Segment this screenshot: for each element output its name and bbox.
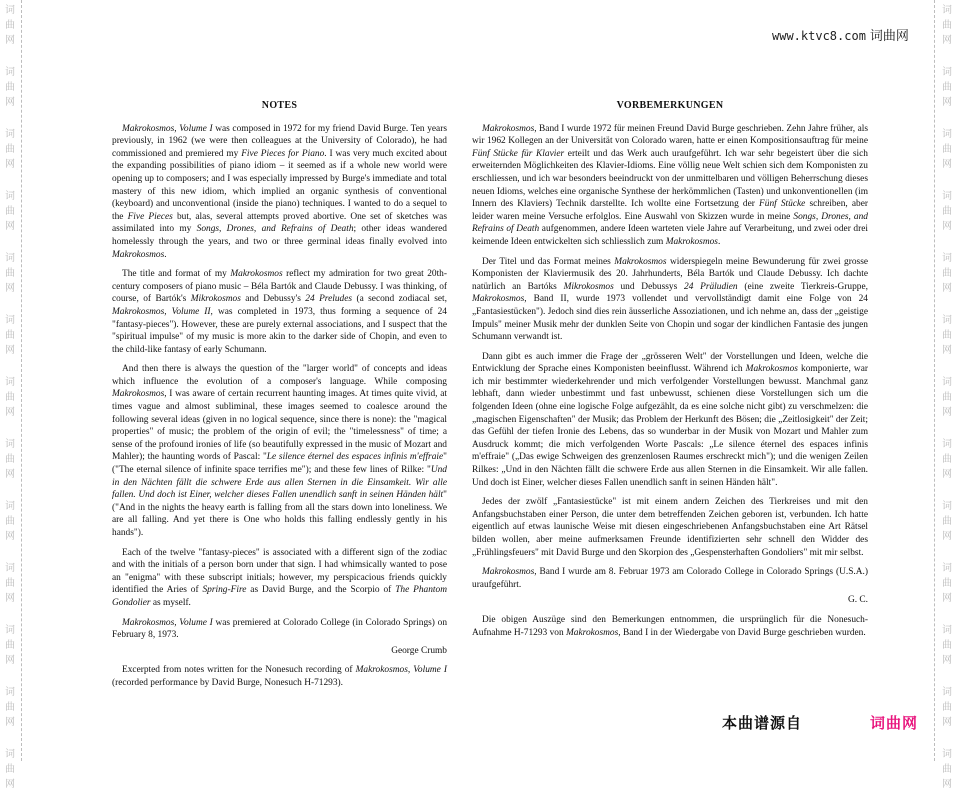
watermark-char: 词 (5, 439, 15, 450)
watermark-char: 网 (5, 97, 15, 108)
watermark-char: 词 (5, 129, 15, 140)
german-paragraph-2: Der Titel und das Format meines Makrokosmos widerspiegeln meine Bewunderung für zwei grosse Komponisten der Klaviermusik des 20. Jahrhunderts, Béla Bartók und Claude Debussy. Ich dachte natürlich an Bartóks Mikrokosmos und Debussys 24 Präludien (eine zweite Tierkreis-Gruppe, Makrokosmos, Band II, wurde 1973 vollendet und vervollständigt damit eine Folge von 24 „Fantasiestücken"). Jedoch sind dies rein äusserliche Assoziationen, und ich nehme an, dass der „geistige Impuls" meiner Musik mehr der dunklen Seite von Chopin und sogar der kindlichen Fantasie des jungen Schumann verwandt ist. (472, 256, 868, 343)
english-paragraph-2: The title and format of my Makrokosmos reflect my admiration for two great 20th-century composers of piano music – Béla Bartók and Claude Debussy. I was thinking, of course, of Bartók's Mikrokosmos and Debussy's 24 Preludes (a second zodiacal set, Makrokosmos, Volume II, was completed in 1973, thus forming a sequence of 24 "fantasy-pieces"). However, these are purely external associations, and I suspect that the "spiritual impulse" of my music is more akin to the darker side of Chopin, and even to the child-like fantasy of early Schumann. (112, 269, 447, 355)
watermark-char-group (939, 437, 955, 482)
watermark-char: 网 (942, 593, 952, 604)
german-paragraph-1: Makrokosmos, Band I wurde 1972 für meinen Freund David Burge geschrieben. Zehn Jahre früher, als wir 1962 Kollegen an der Universität von Colorado waren, hatte er einen Kompositionsauftrag für meine Fünf Stücke für Klavier erteilt und das Werk auch uraufgeführt. Ich war sehr begeistert über die sich erweiternden Möglichkeiten des Klavier-Idioms. Eine völlig neue Welt schien sich dem Komponisten zu erschliessen, und ich war besonders beeindruckt von der unmittelbaren und völligen Beherrschung dieses neuen Idioms, welches eine organische Synthese der herkömmlichen (Tasten) und unkonventionellen (im Innern des Klaviers) Technik darstellte. Ich wollte eine Fortsetzung der Fünf Stücke schreiben, aber leider waren meine Versuche erfolglos. Eine Auswahl von Skizzen wurde in meine Songs, Drones, and Refrains of Death aufgenommen, andere Ideen warteten viele Jahre auf Verarbeitung, und zwei oder drei keimende Ideen entwickelten sich schliesslich zum Makrokosmos. (472, 123, 869, 247)
watermark-char: 网 (942, 779, 952, 790)
watermark-char: 词 (942, 501, 952, 512)
site-url-watermark (772, 25, 909, 44)
watermark-char-group (939, 313, 955, 358)
watermark-char: 曲 (5, 82, 15, 93)
watermark-char: 网 (5, 531, 15, 542)
watermark-char: 词 (5, 5, 15, 16)
footer-source-label: 本曲谱源自 (722, 714, 803, 732)
watermark-char: 网 (942, 407, 952, 418)
watermark-char: 曲 (942, 392, 952, 403)
watermark-char: 词 (5, 253, 15, 264)
german-paragraph-6: Die obigen Auszüge sind den Bemerkungen entnommen, die ursprünglich für die Nonesuch-Aufnahme H-71293 von Makrokosmos, Band I in der Wiedergabe von David Burge geschrieben wurden. (472, 614, 868, 638)
english-paragraph-1: Makrokosmos, Volume I was composed in 1972 for my friend David Burge. Ten years previously, in 1962 (we were then colleagues at the University of Colorado), he had commissioned and premiered my Five Pieces for Piano. I was very much excited about the expanding possibilities of piano idiom – it seemed as if a whole new world were opening up to composers; and I was especially impressed by Burge's immediate and total mastery of this new idiom, which implied an organic synthesis of conventional (keyboard) and unconventional (inside the piano) techniques. I wanted to do a sequel to the Five Pieces but, alas, several attempts proved abortive. One set of sketches was assimilated into my Songs, Drones, and Refrains of Death; other ideas wandered homelessly through the years, and two or three germinal ideas finally evolved into Makrokosmos. (112, 123, 447, 260)
watermark-char-group (2, 747, 18, 792)
watermark-char: 曲 (5, 20, 15, 31)
watermark-char-group (2, 375, 18, 420)
watermark-char-group (939, 375, 955, 420)
watermark-char-group (2, 623, 18, 668)
watermark-char-group (939, 623, 955, 668)
watermark-char: 曲 (5, 640, 15, 651)
german-notes-column (472, 100, 868, 646)
watermark-char: 曲 (5, 578, 15, 589)
watermark-char-group (2, 561, 18, 606)
watermark-char: 网 (942, 655, 952, 666)
watermark-char: 网 (942, 283, 952, 294)
watermark-char: 词 (942, 5, 952, 16)
watermark-char-group (939, 685, 955, 730)
watermark-char-group (2, 685, 18, 730)
watermark-char: 词 (5, 501, 15, 512)
watermark-char: 曲 (942, 578, 952, 589)
watermark-char-group (939, 251, 955, 296)
watermark-char: 曲 (5, 330, 15, 341)
watermark-char: 曲 (942, 454, 952, 465)
watermark-char: 词 (942, 315, 952, 326)
english-notes-column (112, 100, 447, 697)
watermark-char-group (939, 499, 955, 544)
watermark-char-group (939, 747, 955, 792)
german-signature: G. C. (847, 595, 868, 606)
watermark-char: 词 (942, 563, 952, 574)
site-name: 词曲网 (869, 29, 909, 44)
watermark-char: 网 (5, 221, 15, 232)
watermark-char: 曲 (5, 392, 15, 403)
watermark-char: 曲 (942, 764, 952, 775)
watermark-char: 曲 (942, 206, 952, 217)
watermark-char: 曲 (942, 144, 952, 155)
watermark-char: 词 (5, 563, 15, 574)
watermark-char: 曲 (942, 330, 952, 341)
watermark-char: 词 (942, 687, 952, 698)
watermark-char: 网 (5, 655, 15, 666)
watermark-char-group (939, 3, 955, 48)
watermark-char: 词 (942, 191, 952, 202)
watermark-char: 词 (942, 253, 952, 264)
site-url: www.ktvc8.com (772, 29, 866, 43)
watermark-char-group (939, 189, 955, 234)
english-title: NOTES (261, 100, 298, 111)
watermark-char-group (2, 3, 18, 48)
watermark-char: 曲 (5, 206, 15, 217)
watermark-char-group (2, 189, 18, 234)
german-paragraph-3: Dann gibt es auch immer die Frage der „grösseren Welt" der Vorstellungen und Ideen, welche die Entwicklung der Sprache eines Komponisten beeinflusst. Während ich Makrokosmos komponierte, war ich mir bestimmter wiederkehrender und mich verfolgender Vorstellungen bewusst. Manchmal ganz lebhaft, dann wieder unbestimmt und fast unbewusst, schienen diese Vorstellungen sich um die folgenden Ideen (ohne eine logische Folge aufgezählt, da es eine solche nicht gibt) zu verschmelzen: die „magischen Eigenschaften" der Musik; das Problem der Herkunft des Bösen; die „Zeitlosigkeit" der Zeit; das Gefühl der tiefen Ironie des Lebens, das so wunderbar in der Musik von Mozart und Mahler zum Ausdruck kommt; die mich verfolgenden Worte Pascals: „Le silence éternel des espaces infinis m'effraie" („Das ewige Schweigen des grenzenlosen Raumes erschreckt mich"); und die wenigen Zeilen Rilkes: „Und in den Nächten fällt die schwere Erde aus allen Sternen in die Einsamkeit. Wir alle fallen. Und doch ist Einer, welcher dieses Fallen unendlich sanft in seinen Händen hält". (472, 351, 868, 488)
watermark-char: 网 (942, 159, 952, 170)
watermark-char: 词 (5, 749, 15, 760)
watermark-char: 网 (5, 779, 15, 790)
watermark-char: 曲 (5, 764, 15, 775)
english-paragraph-5: Makrokosmos, Volume I was premiered at Colorado College (in Colorado Springs) on February 8, 1973. (112, 617, 448, 641)
watermark-char: 词 (5, 377, 15, 388)
watermark-char: 词 (942, 67, 952, 78)
left-watermark-strip (2, 0, 18, 790)
watermark-char-group (2, 437, 18, 482)
watermark-char: 词 (942, 439, 952, 450)
watermark-char-group (2, 313, 18, 358)
watermark-char-group (2, 127, 18, 172)
german-title: VORBEMERKUNGEN (616, 100, 724, 111)
watermark-char: 网 (942, 531, 952, 542)
english-paragraph-6: Excerpted from notes written for the Nonesuch recording of Makrokosmos, Volume I (recorded performance by David Burge, Nonesuch H-71293). (112, 665, 447, 688)
watermark-char: 网 (5, 35, 15, 46)
german-paragraph-4: Jedes der zwölf „Fantasiestücke" ist mit einem andern Zeichen des Tierkreises und mit den Anfangsbuchstaben einer Person, die unter dem betreffenden Zeichen geboren ist, verbunden. Ich hatte eigentlich auf etwas launische Weise mit diesen eingeschriebenen Anfangsbuchstaben eine Art Rätsel bilden wollen, aber meine aufmerksamen Freunde identifizierten sehr schnell den Widder des „Frühlingsfeuers" mit David Burge und den Skorpion des „Gespensterhaften Gondoliers" mit mir selbst. (472, 497, 868, 558)
watermark-char: 词 (5, 625, 15, 636)
right-watermark-strip (939, 0, 955, 790)
watermark-char-group (2, 65, 18, 110)
german-paragraph-5: Makrokosmos, Band I wurde am 8. Februar 1973 am Colorado College in Colorado Springs (U.S.A.) uraufgeführt. (472, 567, 868, 590)
watermark-char: 曲 (5, 454, 15, 465)
english-paragraph-3: And then there is always the question of the "larger world" of concepts and ideas which influence the evolution of a composer's language. While composing Makrokosmos, I was aware of certain recurrent haunting images. At times quite vivid, at times vague and almost subliminal, these images seemed to coalesce around the following several ideas (given in no logical sequence, since there is none): the "magical properties" of music; the problem of the origin of evil; the "timelessness" of time; a sense of the profound ironies of life (so beautifully expressed in the music of Mozart and Mahler); the haunting words of Pascal: "Le silence éternel des espaces infinis m'effraie" ("The eternal silence of infinite space terrifies me"); and these few lines of Rilke: "Und in den Nächten fällt die schwere Erde aus allen Sternen in die Einsamkeit. Wir alle fallen. Und doch ist Einer, welcher dieses Fallen unendlich sanft in seinen Händen hält" ("And in the nights the heavy earth is falling from all the stars down into loneliness. We are all falling. And yet there is One who holds this falling endlessly gently in his hands"). (112, 364, 447, 538)
footer-brand-link[interactable]: 词曲网 (870, 714, 919, 732)
watermark-char: 网 (5, 717, 15, 728)
watermark-char: 网 (942, 717, 952, 728)
watermark-char: 词 (5, 191, 15, 202)
watermark-char: 网 (942, 221, 952, 232)
watermark-char-group (939, 127, 955, 172)
watermark-char: 词 (5, 67, 15, 78)
watermark-char: 网 (5, 283, 15, 294)
watermark-char: 网 (942, 35, 952, 46)
watermark-char: 网 (942, 469, 952, 480)
watermark-char: 词 (942, 749, 952, 760)
left-dashed-border (21, 0, 22, 761)
watermark-char: 网 (5, 159, 15, 170)
watermark-char: 曲 (5, 516, 15, 527)
right-dashed-border (934, 0, 935, 761)
english-paragraph-4: Each of the twelve "fantasy-pieces" is associated with a different sign of the zodiac and with the initials of a person born under that sign. I had whimsically wanted to pose an "enigma" with these subscript initials; however, my perspicacious friends quickly identified the Aries of Spring-Fire as David Burge, and the Scorpio of The Phantom Gondolier as myself. (112, 547, 447, 608)
watermark-char-group (2, 499, 18, 544)
watermark-char-group (939, 561, 955, 606)
watermark-char: 词 (942, 625, 952, 636)
watermark-char: 网 (5, 593, 15, 604)
watermark-char: 曲 (5, 144, 15, 155)
watermark-char: 词 (942, 377, 952, 388)
watermark-char: 曲 (942, 268, 952, 279)
watermark-char: 词 (5, 687, 15, 698)
watermark-char: 词 (5, 315, 15, 326)
watermark-char: 曲 (942, 516, 952, 527)
watermark-char: 网 (942, 97, 952, 108)
watermark-char: 网 (5, 407, 15, 418)
watermark-char: 词 (942, 129, 952, 140)
watermark-char: 网 (5, 345, 15, 356)
watermark-char-group (939, 65, 955, 110)
watermark-char: 网 (942, 345, 952, 356)
watermark-char-group (2, 251, 18, 296)
english-signature: George Crumb (391, 645, 447, 656)
watermark-char: 曲 (942, 702, 952, 713)
watermark-char: 曲 (5, 702, 15, 713)
watermark-char: 曲 (942, 640, 952, 651)
watermark-char: 曲 (942, 20, 952, 31)
watermark-char: 曲 (5, 268, 15, 279)
watermark-char: 网 (5, 469, 15, 480)
watermark-char: 曲 (942, 82, 952, 93)
